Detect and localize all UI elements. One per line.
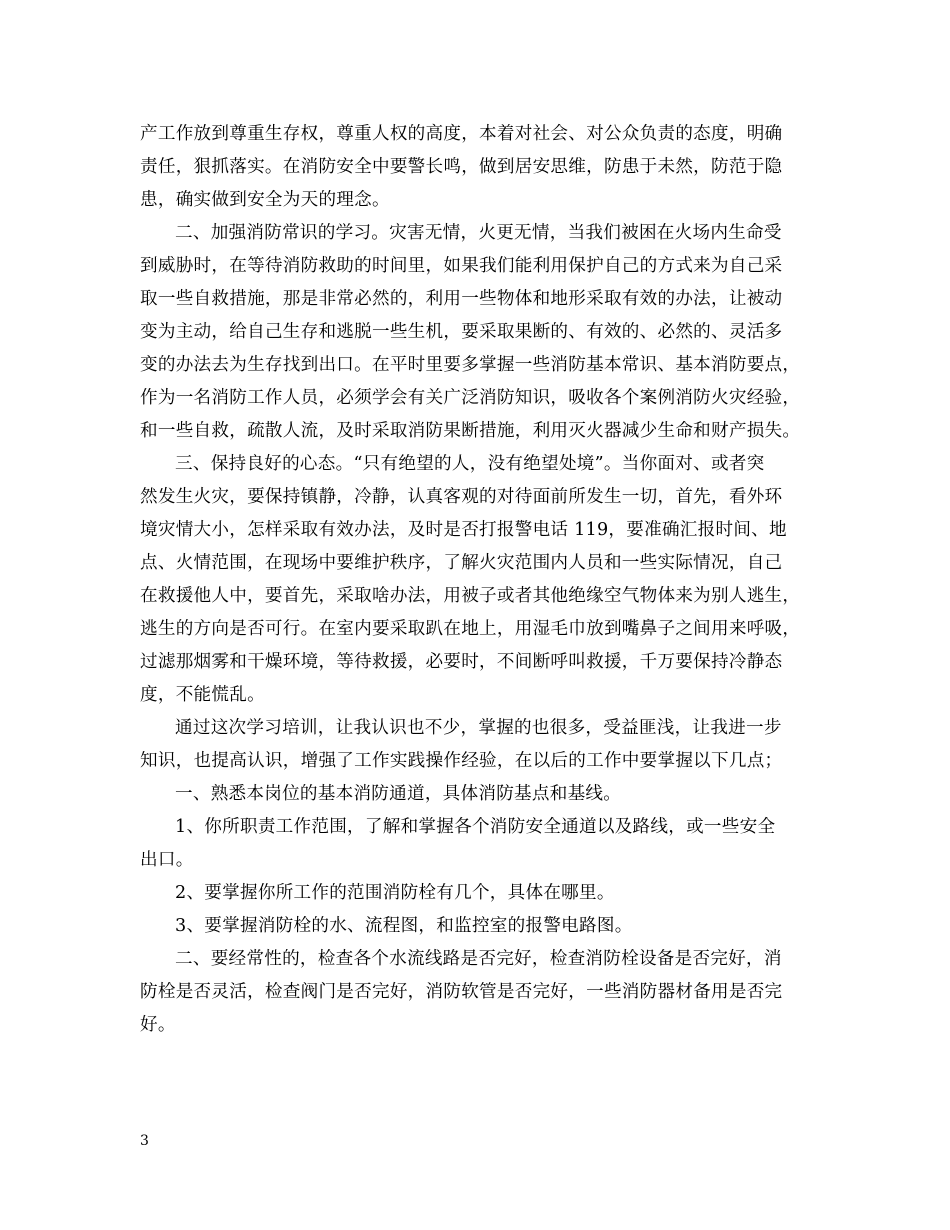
text-line: 度，不能慌乱。 <box>140 685 265 705</box>
text-line: 3、要掌握消防栓的水、流程图，和监控室的报警电路图。 <box>175 916 633 936</box>
text-line: 变为主动，给自己生存和逃脱一些生机，要采取果断的、有效的、必然的、灵活多 <box>140 322 783 342</box>
text-line: 点、火情范围，在现场中要维护秩序，了解火灾范围内人员和一些实际情况，自己 <box>140 553 783 573</box>
text-line: 二、加强消防常识的学习。灾害无情，火更无情，当我们被困在火场内生命受 <box>175 223 782 243</box>
text-line: 好。 <box>140 1015 176 1035</box>
text-line: 2、要掌握你所工作的范围消防栓有几个，具体在哪里。 <box>175 883 615 903</box>
text-line: 通过这次学习培训，让我认识也不少，掌握的也很多，受益匪浅，让我进一步 <box>175 718 782 738</box>
text-line: 防栓是否灵活，检查阀门是否完好，消防软管是否完好，一些消防器材备用是否完 <box>140 982 783 1002</box>
text-line: 作为一名消防工作人员，必须学会有关广泛消防知识，吸收各个案例消防火灾经验， <box>140 388 801 408</box>
page-number: 3 <box>140 1133 149 1149</box>
text-line: 一、熟悉本岗位的基本消防通道，具体消防基点和基线。 <box>175 784 622 804</box>
text-line: 和一些自救，疏散人流，及时采取消防果断措施，利用灭火器减少生命和财产损失。 <box>140 421 801 441</box>
text-line: 责任，狠抓落实。在消防安全中要警长鸣，做到居安思维，防患于未然，防范于隐 <box>140 157 783 177</box>
text-line: 过滤那烟雾和干燥环境，等待救援，必要时，不间断呼叫救援，千万要保持冷静态 <box>140 652 783 672</box>
text-line: 三、保持良好的心态。“只有绝望的人，没有绝望处境”。当你面对、或者突 <box>175 454 765 474</box>
text-line: 1、你所职责工作范围，了解和掌握各个消防安全通道以及路线，或一些安全 <box>175 817 776 837</box>
text-line: 取一些自救措施，那是非常必然的，利用一些物体和地形采取有效的办法，让被动 <box>140 289 783 309</box>
text-line: 出口。 <box>140 850 194 870</box>
text-line: 在救援他人中，要首先，采取啥办法，用被子或者其他绝缘空气物体来为别人逃生， <box>140 586 801 606</box>
text-line: 知识，也提高认识，增强了工作实践操作经验，在以后的工作中要掌握以下几点； <box>140 751 783 771</box>
text-line: 逃生的方向是否可行。在室内要采取趴在地上，用湿毛巾放到嘴鼻子之间用来呼吸， <box>140 619 801 639</box>
body-text <box>140 118 820 1042</box>
text-line: 产工作放到尊重生存权，尊重人权的高度，本着对社会、对公众负责的态度，明确 <box>140 124 783 144</box>
text-line: 二、要经常性的，检查各个水流线路是否完好，检查消防栓设备是否完好，消 <box>175 949 782 969</box>
text-line: 患，确实做到安全为天的理念。 <box>140 190 390 210</box>
text-line: 境灾情大小，怎样采取有效办法，及时是否打报警电话 119，要准确汇报时间、地 <box>140 520 787 540</box>
text-line: 到威胁时，在等待消防救助的时间里，如果我们能利用保护自己的方式来为自己采 <box>140 256 783 276</box>
text-line: 然发生火灾，要保持镇静，冷静，认真客观的对待面前所发生一切，首先，看外环 <box>140 487 783 507</box>
text-line: 变的办法去为生存找到出口。在平时里要多掌握一些消防基本常识、基本消防要点， <box>140 355 801 375</box>
